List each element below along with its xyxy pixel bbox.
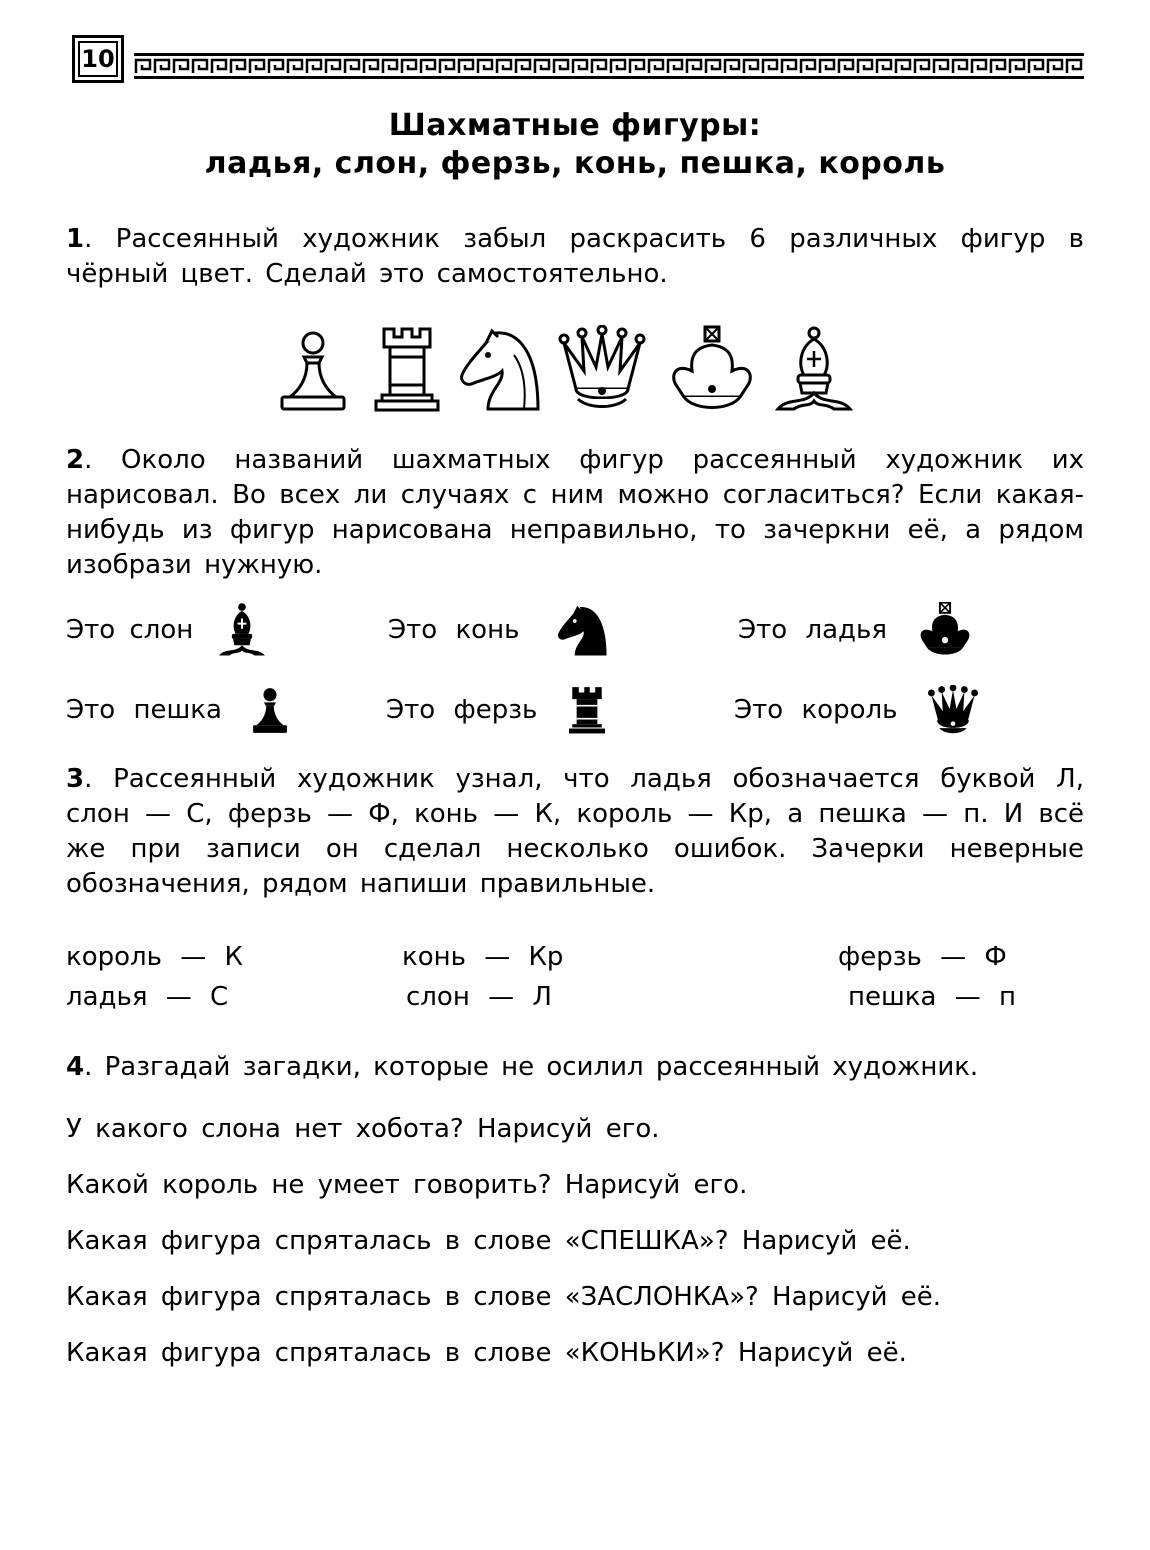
task-2-item-queen <box>386 680 607 740</box>
item-label: Это слон <box>66 615 194 645</box>
task-4-text: 4. Разгадай загадки, которые не осилил рассеянный художник. <box>66 1052 979 1082</box>
rook-icon <box>567 686 607 734</box>
king-icon <box>917 602 973 658</box>
item-label: Это конь <box>388 615 520 645</box>
notation-queen: ферзь — Ф <box>838 942 1007 972</box>
task-1-text: 1. Рассеянный художник забыл раскрасить 6 различных фигур в чёрный цвет. Сделай это самостоятельно. <box>66 224 1084 289</box>
page-number: 10 <box>72 35 124 83</box>
notation-knight: конь — Кр <box>402 942 564 972</box>
page-title: Шахматные фигуры: <box>388 108 762 143</box>
bishop-outline-icon <box>774 325 854 413</box>
notation-bishop: слон — Л <box>406 982 552 1012</box>
knight-icon <box>555 602 611 658</box>
task-2-item-knight <box>388 600 611 660</box>
task-2-text: 2. Около названий шахматных фигур рассеянный художник их нарисовал. Во всех ли случаях с ним можно согласиться? Если какая-нибудь из фигур нарисована неправильно, то зачеркни её, а рядом изобрази нужную. <box>66 445 1084 580</box>
task-3-text: 3. Рассеянный художник узнал, что ладья обозначается буквой Л, слон — С, ферзь — Ф, конь — К, король — Кр, а пешка — п. И всё же при записи он сделал несколько ошибок. Зачерки неверные обозначения, рядом напиши правильные. <box>66 764 1084 899</box>
queen-icon <box>927 685 979 735</box>
bishop-icon <box>213 602 271 658</box>
riddle-1: У какого слона нет хобота? Нарисуй его. <box>66 1114 660 1144</box>
page-subtitle: ладья, слон, ферзь, конь, пешка, король <box>204 146 946 181</box>
item-label: Это ладья <box>738 615 887 645</box>
pawn-outline-icon <box>278 325 348 413</box>
rook-outline-icon <box>372 325 442 413</box>
riddle-3: Какая фигура спряталась в слове «СПЕШКА»? Нарисуй её. <box>66 1226 911 1256</box>
task-2-item-bishop <box>66 600 271 660</box>
task-1-pieces <box>278 325 858 415</box>
riddle-5: Какая фигура спряталась в слове «КОНЬКИ»? Нарисуй её. <box>66 1338 907 1368</box>
item-label: Это ферзь <box>386 695 538 725</box>
task-2-item-king <box>734 680 979 740</box>
riddle-2: Какой король не умеет говорить? Нарисуй его. <box>66 1170 748 1200</box>
notation-king: король — К <box>66 942 243 972</box>
greek-key-border <box>134 53 1084 79</box>
knight-outline-icon <box>458 325 544 413</box>
notation-rook: ладья — С <box>66 982 229 1012</box>
item-label: Это пешка <box>66 695 222 725</box>
king-outline-icon <box>668 325 756 413</box>
task-2-item-pawn <box>66 680 290 740</box>
item-label: Это король <box>734 695 898 725</box>
notation-pawn: пешка — п <box>848 982 1016 1012</box>
pawn-icon <box>250 686 290 734</box>
task-2-item-rook <box>738 600 973 660</box>
riddle-4: Какая фигура спряталась в слове «ЗАСЛОНКА»? Нарисуй её. <box>66 1282 942 1312</box>
queen-outline-icon <box>558 325 646 413</box>
